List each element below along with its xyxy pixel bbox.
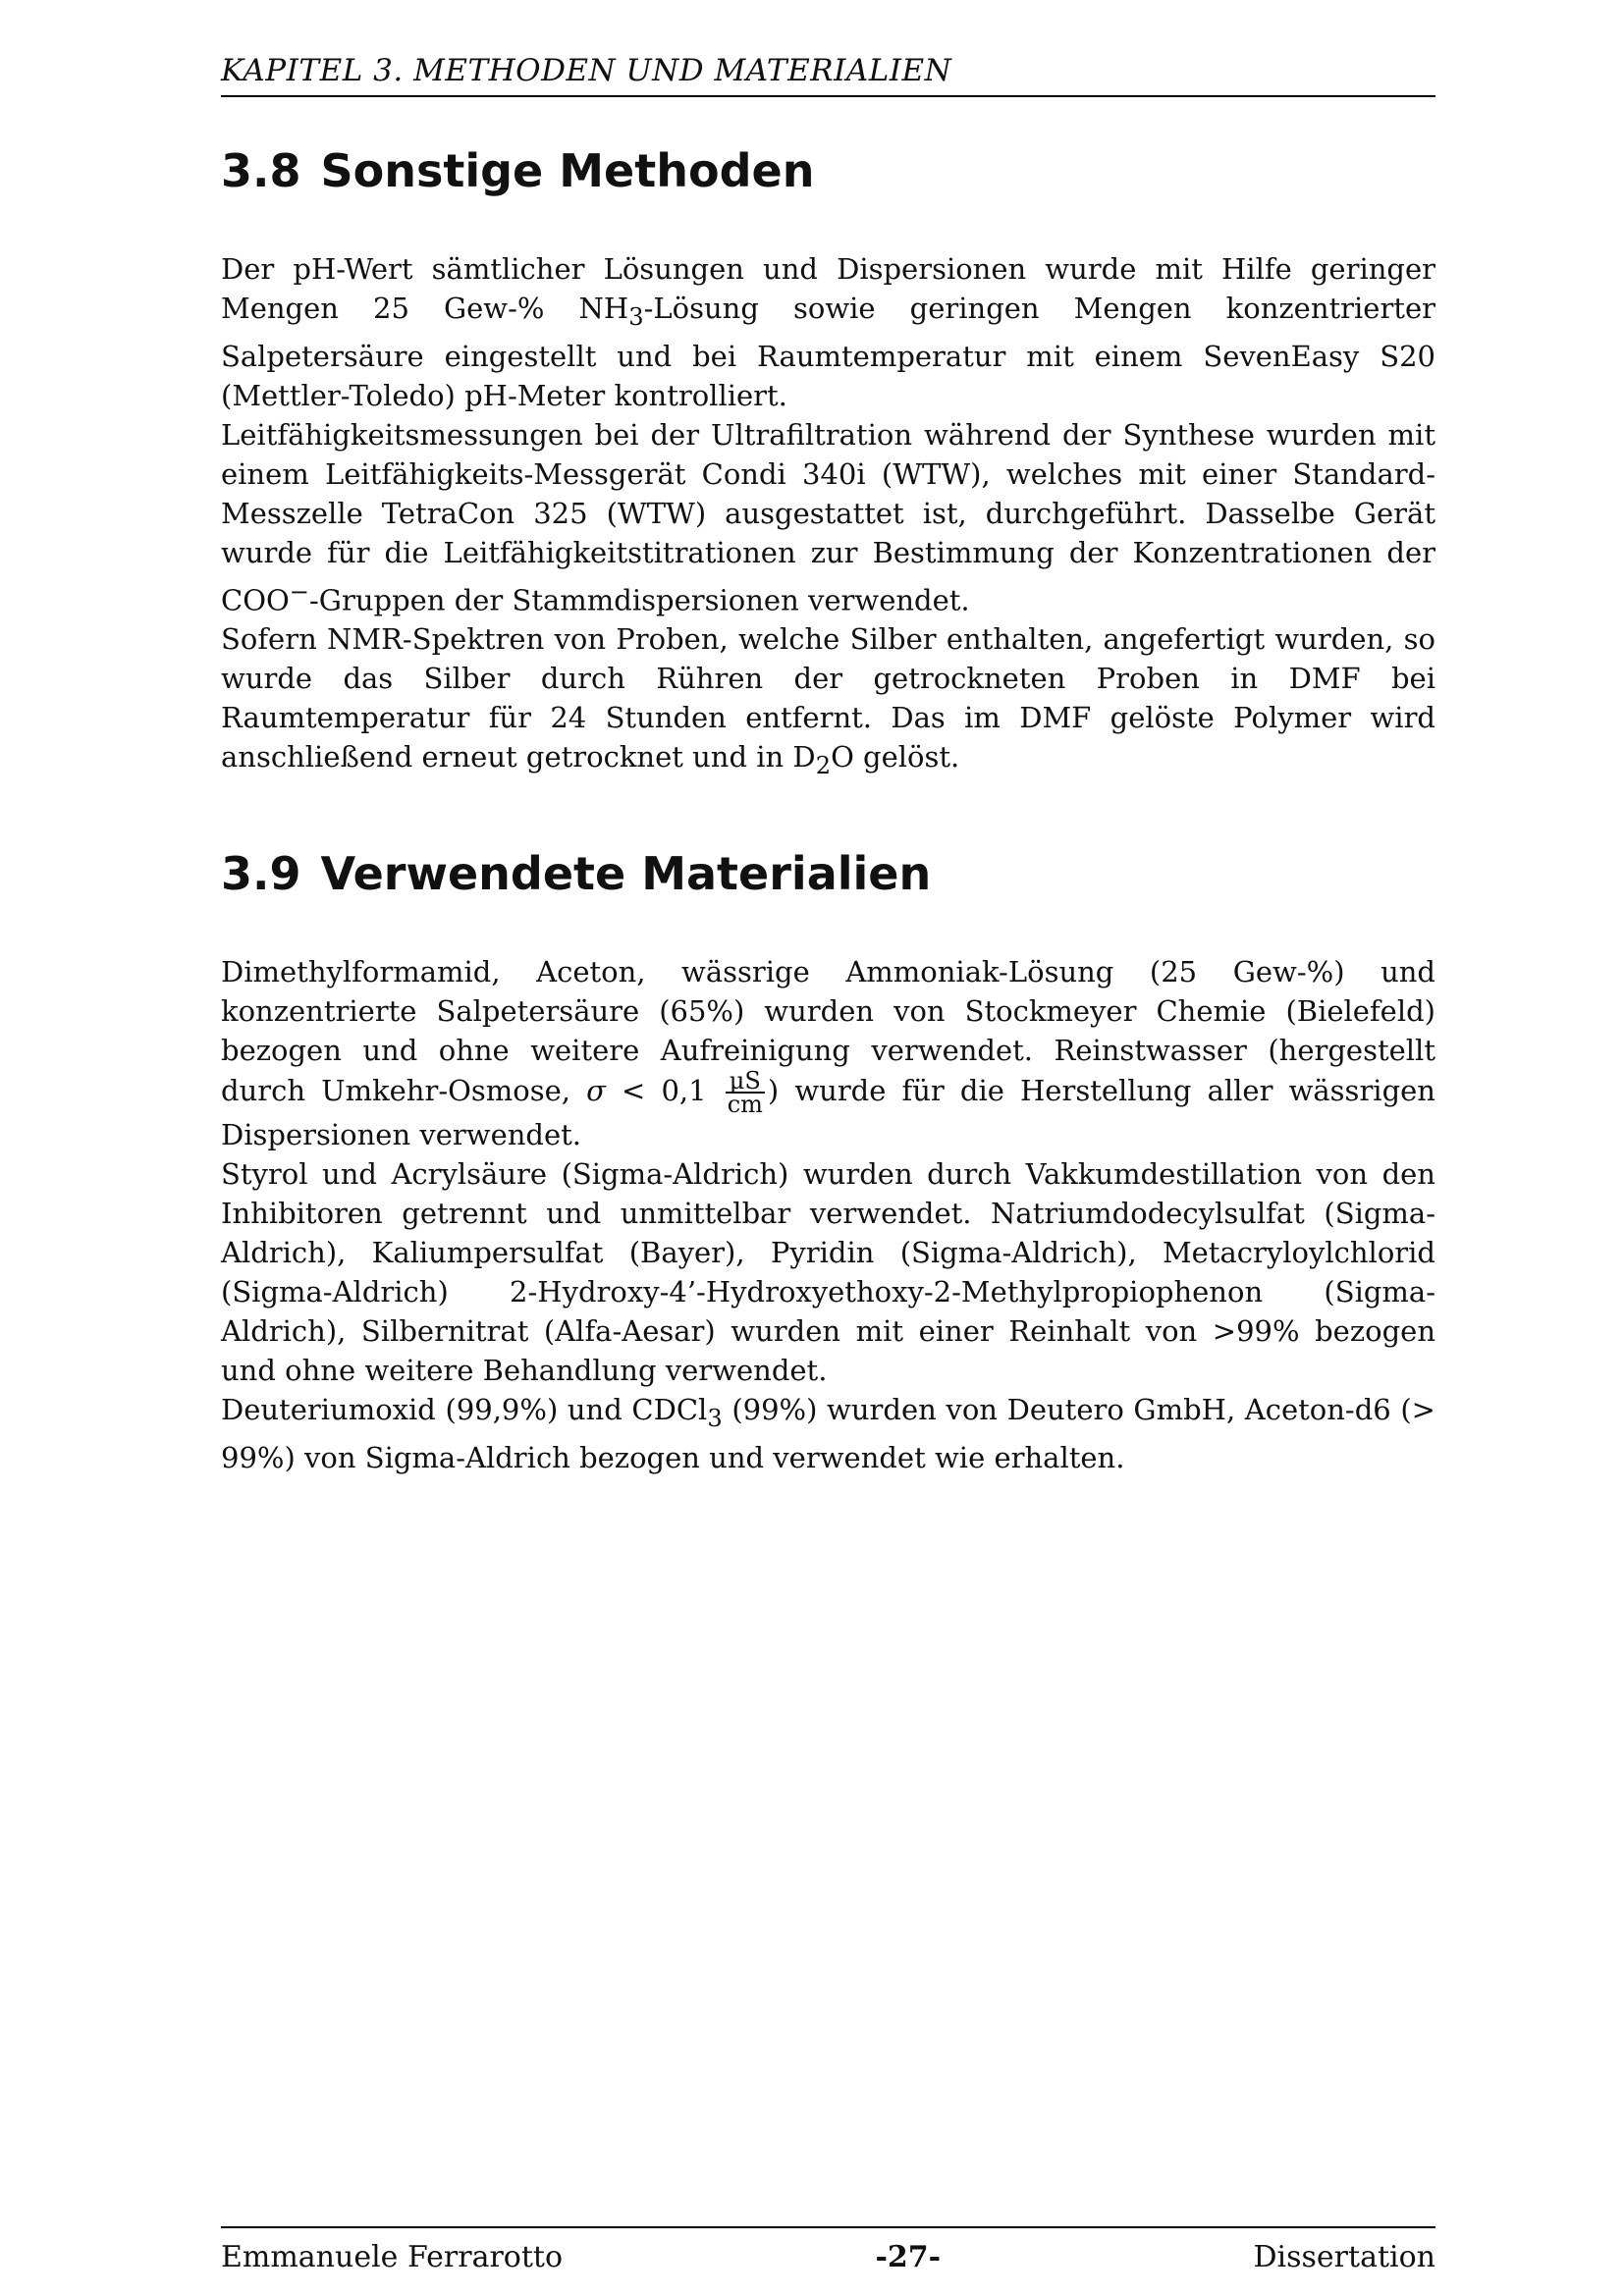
section-body-3-8: [221, 249, 1435, 785]
paragraph-reagents: Styrol und Acrylsäure (Sigma-Aldrich) wurden durch Vakkumdestillation von den Inhibitoren getrennt und unmittelbar verwendet. Natriumdodecylsulfat (Sigma-Aldrich), Kaliumpersulfat (Bayer), Pyridin (Sigma-Aldrich), Metacryloylchlorid (Sigma-Aldrich) 2-Hydroxy-4’-Hydroxyethoxy-2-Methylpropiophenon (Sigma-Aldrich), Silbernitrat (Alfa-Aesar) wurden mit einer Reinhalt von >99% bezogen und ohne weitere Behandlung verwendet.: [221, 1157, 1435, 1387]
footer-document-type: Dissertation: [1253, 2240, 1435, 2274]
section-heading-3-9: [221, 846, 1435, 901]
section-number: 3.8: [221, 144, 301, 197]
section-title: Verwendete Materialien: [320, 847, 932, 900]
paragraph-ph: Der pH-Wert sämtlicher Lösungen und Dispersionen wurde mit Hilfe geringer Mengen 25 Gew-% $NH_3$-Lösung sowie geringen Mengen konzentrierter Salpetersäure eingestellt und bei Raumtemperatur mit einem SevenEasy S20 (Mettler-Toledo) pH-Meter kontrolliert.: [221, 252, 1435, 412]
section-title: Sonstige Methoden: [320, 144, 815, 197]
page-footer: [221, 2238, 1435, 2277]
paragraph-nmr: Sofern NMR-Spektren von Proben, welche Silber enthalten, angefertigt wurden, so wurde das Silber durch Rühren der getrockneten Proben in DMF bei Raumtemperatur für 24 Stunden entfernt. Das im DMF gelöste Polymer wird anschließend erneut getrocknet und in $D_2O$ gelöst.: [221, 622, 1435, 780]
running-head: KAPITEL 3. METHODEN UND MATERIALIEN: [221, 53, 952, 88]
unit-fraction: $\frac{\mu S}{cm}$: [727, 1067, 763, 1118]
paragraph-deuterated: Deuteriumoxid (99,9%) und CDCl$_3$ (99%) wurden von Deutero GmbH, Aceton-d6 (> 99%) von Sigma-Aldrich bezogen und verwendet wie erhalten.: [221, 1393, 1435, 1474]
section-body-3-9: [221, 952, 1435, 1477]
page-number: -27-: [875, 2240, 942, 2274]
section-number: 3.9: [221, 847, 301, 900]
footer-rule: [221, 2226, 1435, 2228]
footer-author: Emmanuele Ferrarotto: [221, 2240, 564, 2274]
header-rule: [221, 95, 1435, 97]
paragraph-conductivity: Leitfähigkeitsmessungen bei der Ultrafiltration während der Synthese wurden mit einem Leitfähigkeits-Messgerät Condi 340i (WTW), welches mit einer Standard-Messzelle TetraCon 325 (WTW) ausgestattet ist, durchgeführt. Dasselbe Gerät wurde für die Leitfähigkeitstitrationen zur Bestimmung der Konzentrationen der COO−-Gruppen der Stammdispersionen verwendet.: [221, 417, 1435, 617]
section-heading-3-8: [221, 143, 1435, 198]
paragraph-solvents: Dimethylformamid, Aceton, wässrige Ammoniak-Lösung (25 Gew-%) und konzentrierte Salpetersäure (65%) wurden von Stockmeyer Chemie (Bielefeld) bezogen und ohne weitere Aufreinigung verwendet. Reinstwasser (hergestellt durch Umkehr-Osmose, σ < 0,1 $\frac{\mu S}{cm}$ ) wurde für die Herstellung aller wässrigen Dispersionen verwendet.: [221, 955, 1435, 1151]
